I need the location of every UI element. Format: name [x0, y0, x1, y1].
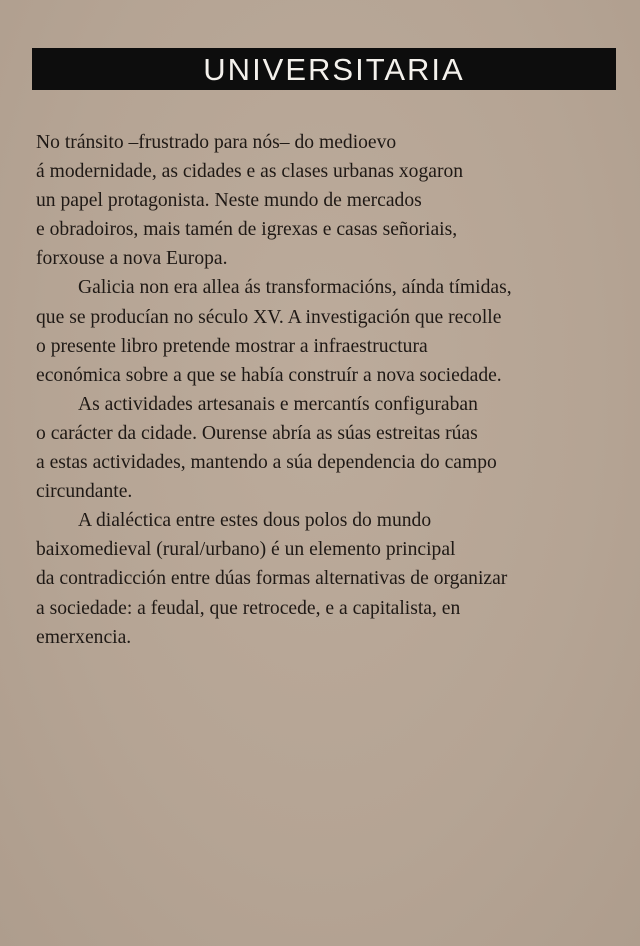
- text-line: circundante.: [36, 481, 133, 503]
- text-line: a estas actividades, mantendo a súa dependencia do campo: [36, 452, 497, 474]
- text-line: No tránsito –frustrado para nós– do medioevo: [36, 132, 397, 153]
- text-line: un papel protagonista. Neste mundo de mercados: [36, 190, 422, 212]
- text-line: á modernidade, as cidades e as clases urbanas xogaron: [36, 161, 464, 183]
- text-line: As actividades artesanais e mercantís configuraban: [78, 393, 478, 415]
- text-line: Galicia non era allea ás transformacións, aínda tímidas,: [78, 277, 512, 299]
- paragraph-3: [36, 390, 616, 506]
- text-line: emerxencia.: [36, 626, 132, 648]
- series-banner: [32, 48, 616, 90]
- text-line: baixomedieval (rural/urbano) é un elemento principal: [36, 539, 456, 561]
- text-line: que se producían no século XV. A investigación que recolle: [36, 306, 502, 328]
- series-title: UNIVERSITARIA: [203, 51, 465, 87]
- text-line: o carácter da cidade. Ourense abría as súas estreitas rúas: [36, 422, 478, 444]
- text-line: económica sobre a que se había construír a nova sociedade.: [36, 364, 502, 386]
- text-line: forxouse a nova Europa.: [36, 248, 228, 270]
- text-line: a sociedade: a feudal, que retrocede, e a capitalista, en: [36, 597, 461, 619]
- paragraph-2: [36, 273, 616, 389]
- text-line: o presente libro pretende mostrar a infraestructura: [36, 335, 428, 357]
- text-line: A dialéctica entre estes dous polos do mundo: [78, 510, 432, 532]
- paragraph-1: [36, 128, 616, 273]
- text-line: e obradoiros, mais tamén de igrexas e casas señoriais,: [36, 219, 458, 241]
- paragraph-4: [36, 506, 616, 651]
- text-line: da contradicción entre dúas formas alternativas de organizar: [36, 568, 508, 590]
- back-cover-text: [36, 128, 616, 652]
